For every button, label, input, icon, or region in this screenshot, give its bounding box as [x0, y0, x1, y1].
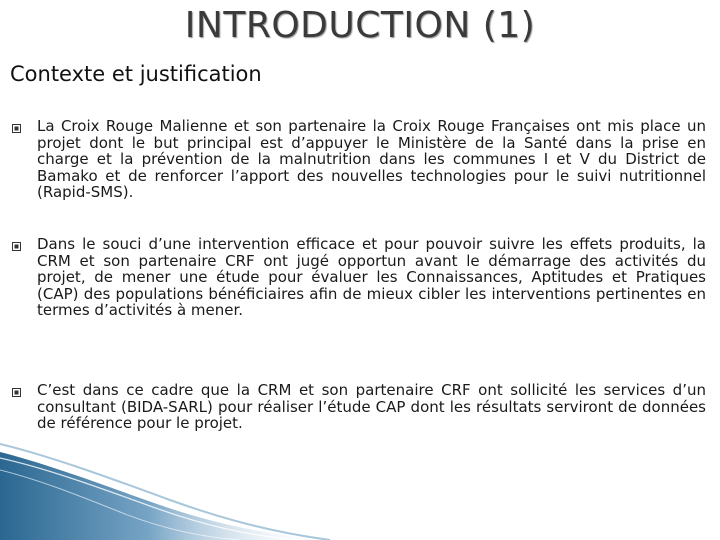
checkbox-bullet-icon — [12, 124, 21, 133]
bullet-text: La Croix Rouge Malienne et son partenaire la Croix Rouge Françaises ont mis place un projet dont le but principal est d’appuyer le Ministère de la Santé dans la prise en charge et la prévention de la malnutrition dans les communes I et V du District de Bamako et de renforcer l’apport des nouvelles technologies pour le suivi nutritionnel (Rapid-SMS). — [37, 117, 706, 202]
slide-subtitle: Contexte et justification — [10, 62, 262, 86]
checkbox-bullet-icon — [12, 242, 21, 251]
slide-title: INTRODUCTION (1) — [184, 5, 536, 46]
bottom-wave-decoration — [0, 440, 720, 540]
bullet-text: Dans le souci d’une intervention efficace et pour pouvoir suivre les effets produits, la CRM et son partenaire CRF ont jugé opportun avant le démarrage des activités du projet, de mener une étude pour évaluer les Connaissances, Aptitudes et Pratiques (CAP) des populations bénéficiaires afin de mieux cibler les interventions pertinentes en termes d’activités à mener. — [37, 235, 706, 320]
bullet-text: C’est dans ce cadre que la CRM et son partenaire CRF ont sollicité les services d’un consultant (BIDA-SARL) pour réaliser l’étude CAP dont les résultats serviront de données de référence pour le projet. — [37, 381, 706, 433]
checkbox-bullet-icon — [12, 388, 21, 397]
